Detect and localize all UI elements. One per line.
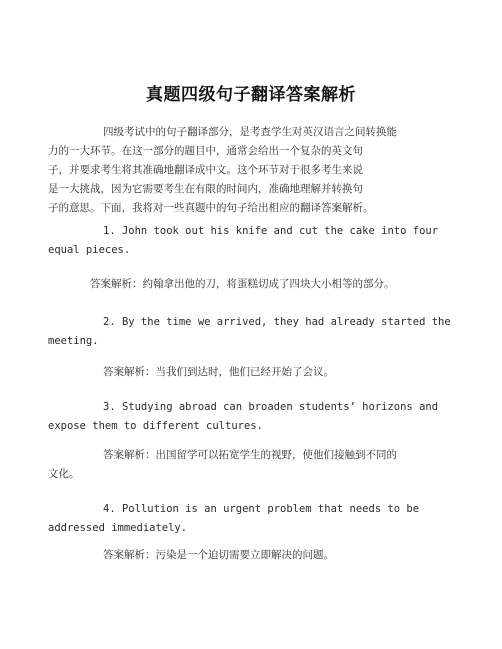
intro-paragraph [48,123,468,218]
answer-line: 文化。 [48,468,80,480]
question-1 [48,222,468,260]
question-line: 4. Pollution is an urgent problem that needs to be [103,503,420,515]
intro-line: 四级考试中的句子翻译部分，是考查学生对英汉语言之间转换能 [103,126,397,138]
intro-line: 子，并要求考生将其准确地翻译成中文。这个环节对于很多考生来说 [48,164,363,176]
question-line: 3. Studying abroad can broaden students’ horizons and [103,401,439,413]
question-line: expose them to different cultures. [48,420,263,432]
answer-4 [48,546,468,565]
question-3 [48,398,468,436]
question-line: equal pieces. [48,244,131,256]
answer-line: 答案解析：出国留学可以拓宽学生的视野，使他们接触到不同的 [103,449,397,461]
question-line: 2. By the time we arrived, they had already started the [103,316,451,328]
answer-2 [48,363,468,382]
answer-1 [48,275,468,294]
answer-line: 答案解析：约翰拿出他的刀，将蛋糕切成了四块大小相等的部分。 [90,278,395,290]
question-line: meeting. [48,335,99,347]
question-line: addressed immediately. [48,522,188,534]
page-title: 真题四级句子翻译答案解析 [146,85,356,105]
answer-3 [48,446,468,484]
intro-line: 是一大挑战，因为它需要考生在有限的时间内，准确地理解并转换句 [48,183,363,195]
question-line: 1. John took out his knife and cut the cake into four [103,225,439,237]
answer-line: 答案解析：污染是一个迫切需要立即解决的问题。 [103,549,334,561]
intro-line: 子的意思。下面，我将对一些真题中的句子给出相应的翻译答案解析。 [48,202,374,214]
answer-line: 答案解析：当我们到达时，他们已经开始了会议。 [103,366,334,378]
intro-line: 力的一大环节。在这一部分的题目中，通常会给出一个复杂的英文句 [48,145,363,157]
question-4 [48,500,468,538]
question-2 [48,313,468,351]
